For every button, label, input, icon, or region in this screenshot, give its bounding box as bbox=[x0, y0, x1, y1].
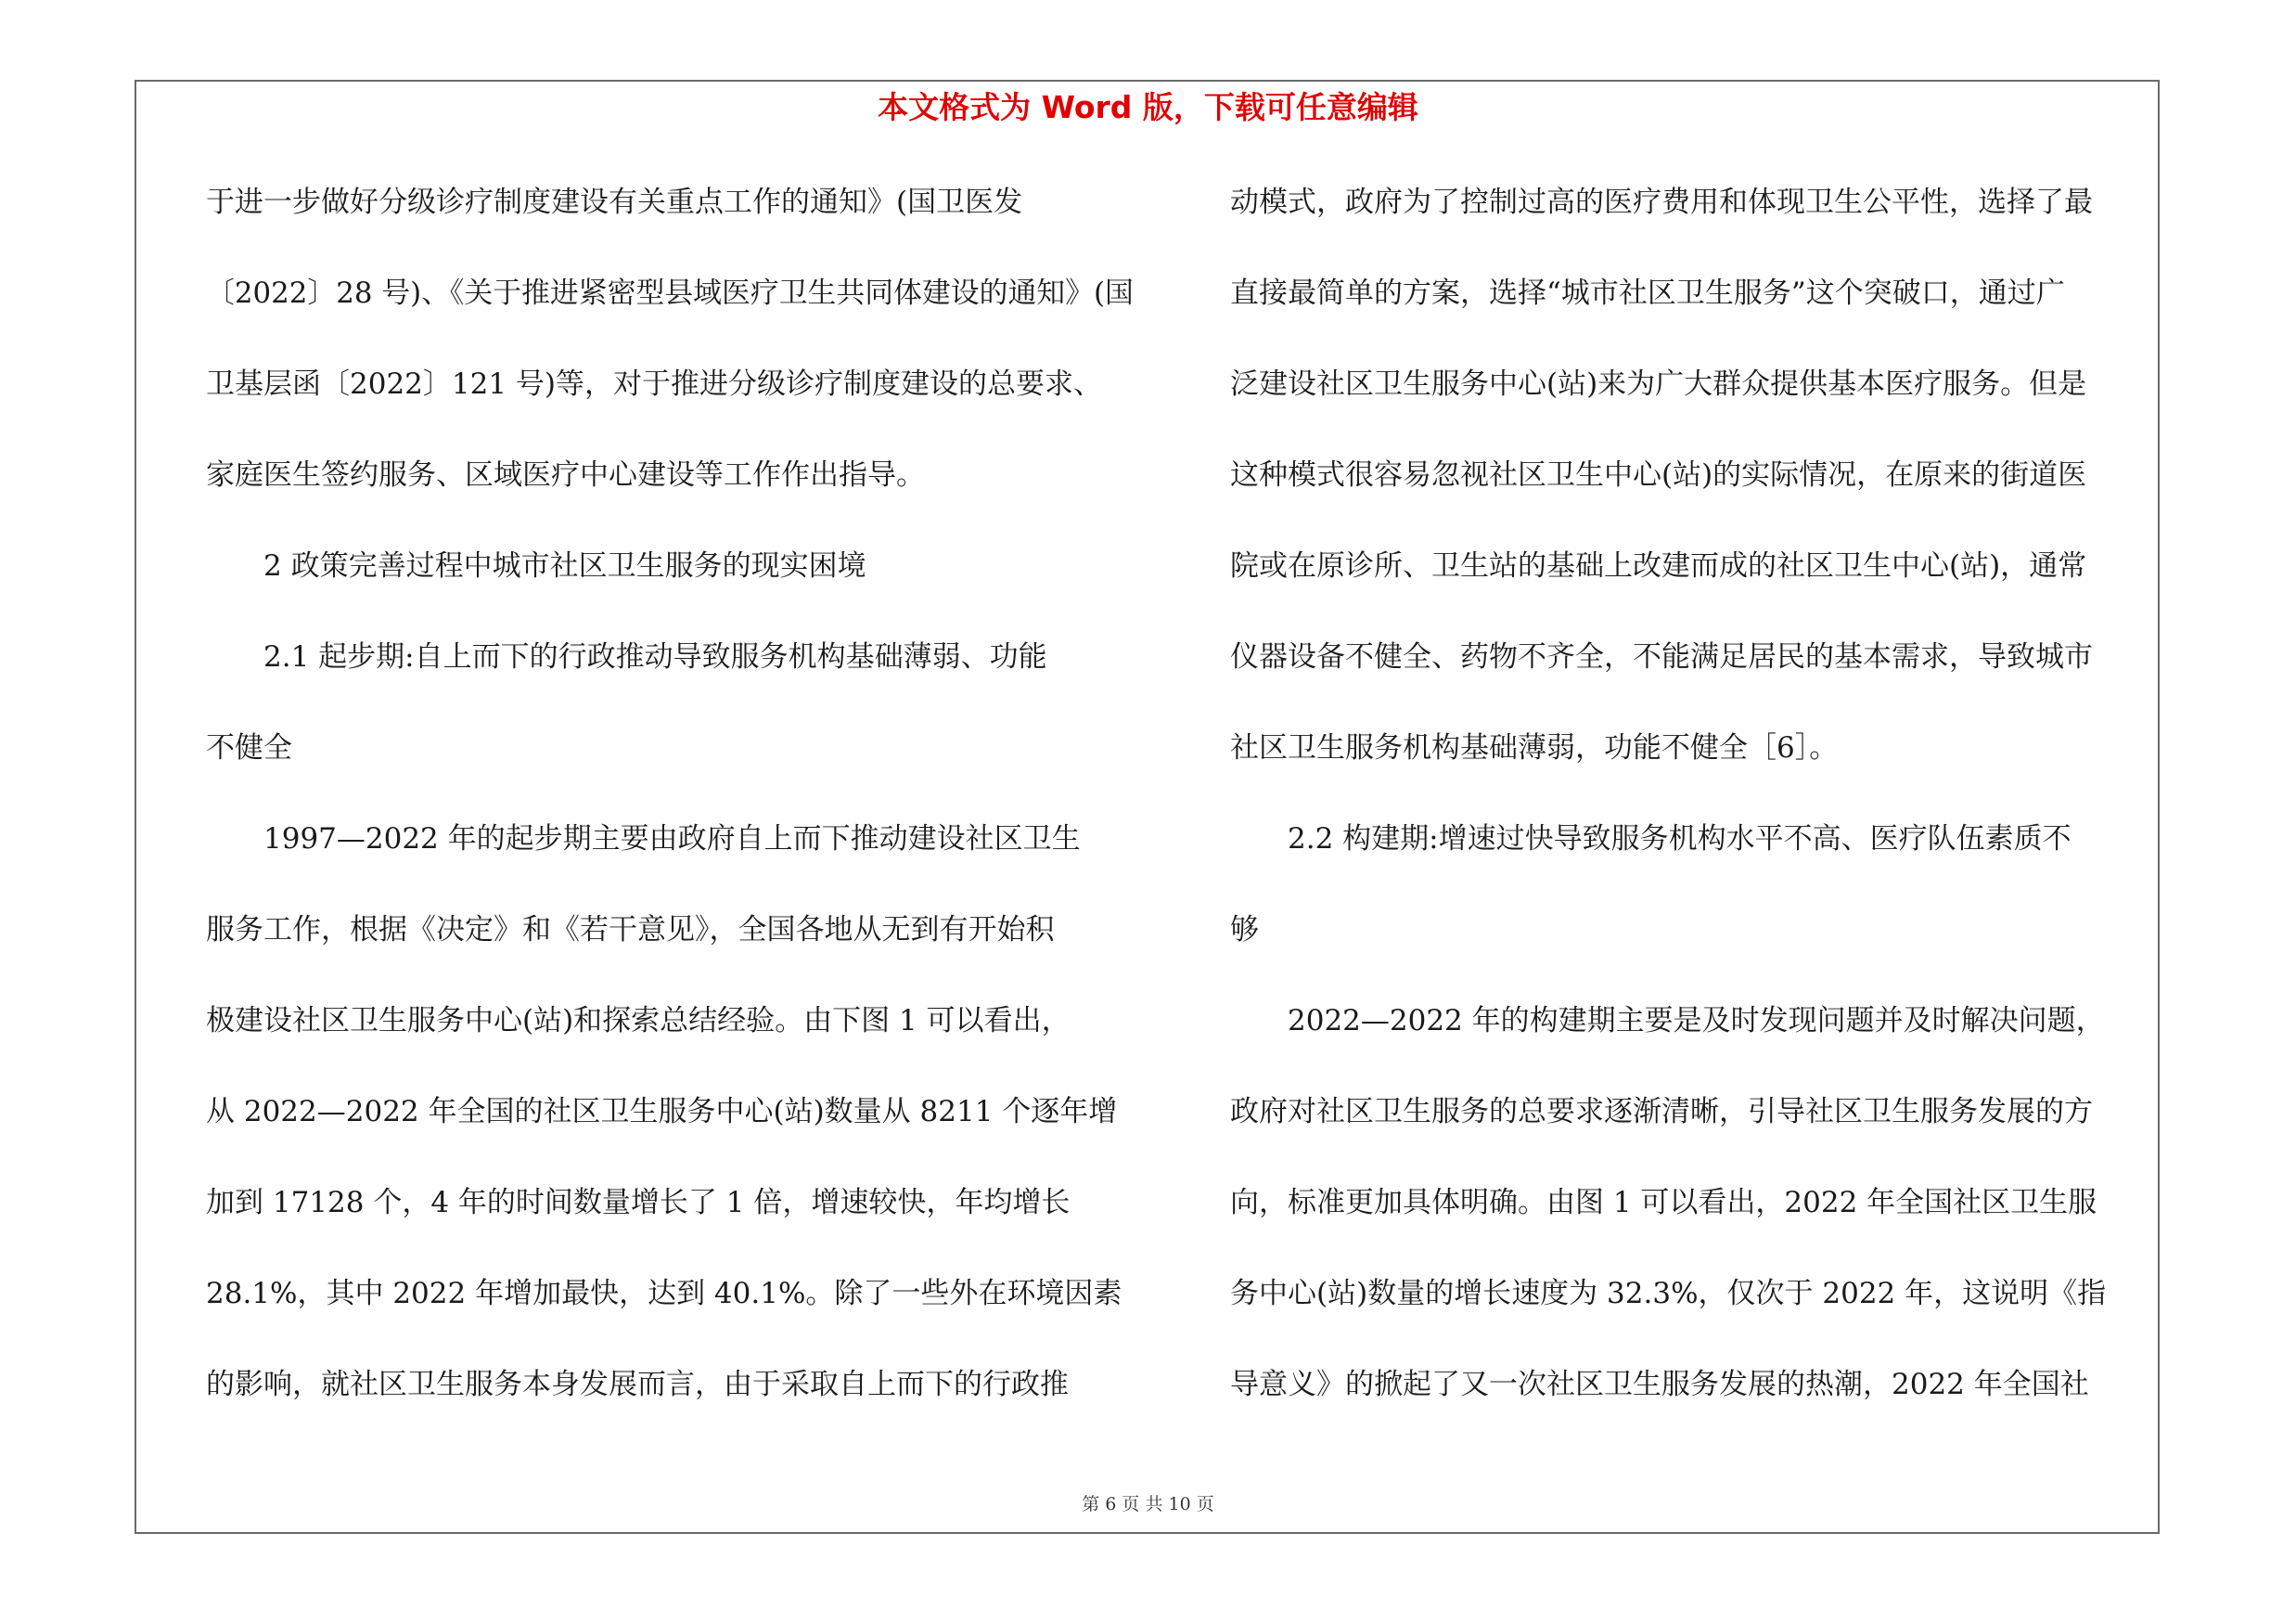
text-line: 28.1%，其中 2022 年增加最快，达到 40.1%。除了一些外在环境因素 bbox=[206, 1277, 1122, 1310]
text-line: 1997—2022 年的起步期主要由政府自上而下推动建设社区卫生 bbox=[263, 822, 1081, 856]
text-line: 家庭医生签约服务、区域医疗中心建设等工作作出指导。 bbox=[206, 458, 925, 492]
subsection-heading: 2.2 构建期:增速过快导致服务机构水平不高、医疗队伍素质不 bbox=[1288, 822, 2072, 856]
text-line: 动模式，政府为了控制过高的医疗费用和体现卫生公平性，选择了最 bbox=[1230, 186, 2093, 219]
page-number-footer: 第 6 页 共 10 页 bbox=[1082, 1494, 1214, 1514]
text-line: 卫基层函〔2022〕121 号)等，对于推进分级诊疗制度建设的总要求、 bbox=[206, 367, 1103, 401]
text-line: 2022—2022 年的构建期主要是及时发现问题并及时解决问题， bbox=[1288, 1004, 2105, 1037]
text-line: 院或在原诊所、卫生站的基础上改建而成的社区卫生中心(站)，通常 bbox=[1230, 549, 2087, 583]
text-line: 服务工作，根据《决定》和《若干意见》，全国各地从无到有开始积 bbox=[206, 913, 1055, 947]
text-line: 于进一步做好分级诊疗制度建设有关重点工作的通知》(国卫医发 bbox=[206, 186, 1023, 219]
text-line: 这种模式很容易忽视社区卫生中心(站)的实际情况，在原来的街道医 bbox=[1230, 458, 2087, 492]
text-line: 泛建设社区卫生服务中心(站)来为广大群众提供基本医疗服务。但是 bbox=[1230, 367, 2087, 401]
format-banner: 本文格式为 Word 版，下载可任意编辑 bbox=[878, 89, 1418, 125]
text-line: 政府对社区卫生服务的总要求逐渐清晰，引导社区卫生服务发展的方 bbox=[1230, 1095, 2093, 1128]
subsection-heading-cont: 够 bbox=[1230, 913, 1259, 947]
subsection-heading-cont: 不健全 bbox=[206, 731, 292, 765]
text-line: 向，标准更加具体明确。由图 1 可以看出，2022 年全国社区卫生服 bbox=[1230, 1186, 2097, 1219]
subsection-heading: 2.1 起步期:自上而下的行政推动导致服务机构基础薄弱、功能 bbox=[263, 640, 1047, 674]
text-line: 极建设社区卫生服务中心(站)和探索总结经验。由下图 1 可以看出， bbox=[206, 1004, 1071, 1037]
text-line: 加到 17128 个，4 年的时间数量增长了 1 倍，增速较快，年均增长 bbox=[206, 1186, 1071, 1219]
text-line: 〔2022〕28 号)、《关于推进紧密型县域医疗卫生共同体建设的通知》(国 bbox=[206, 277, 1134, 310]
text-line: 从 2022—2022 年全国的社区卫生服务中心(站)数量从 8211 个逐年增 bbox=[206, 1095, 1118, 1128]
text-line: 社区卫生服务机构基础薄弱，功能不健全［6］。 bbox=[1230, 731, 1839, 765]
text-line: 的影响，就社区卫生服务本身发展而言，由于采取自上而下的行政推 bbox=[206, 1368, 1069, 1401]
text-line: 仪器设备不健全、药物不齐全，不能满足居民的基本需求，导致城市 bbox=[1230, 640, 2093, 674]
text-line: 务中心(站)数量的增长速度为 32.3%，仅次于 2022 年，这说明《指 bbox=[1230, 1277, 2107, 1310]
text-line: 直接最简单的方案，选择“城市社区卫生服务”这个突破口，通过广 bbox=[1230, 277, 2065, 310]
text-line: 导意义》的掀起了又一次社区卫生服务发展的热潮，2022 年全国社 bbox=[1230, 1368, 2089, 1401]
section-heading: 2 政策完善过程中城市社区卫生服务的现实困境 bbox=[263, 549, 866, 583]
